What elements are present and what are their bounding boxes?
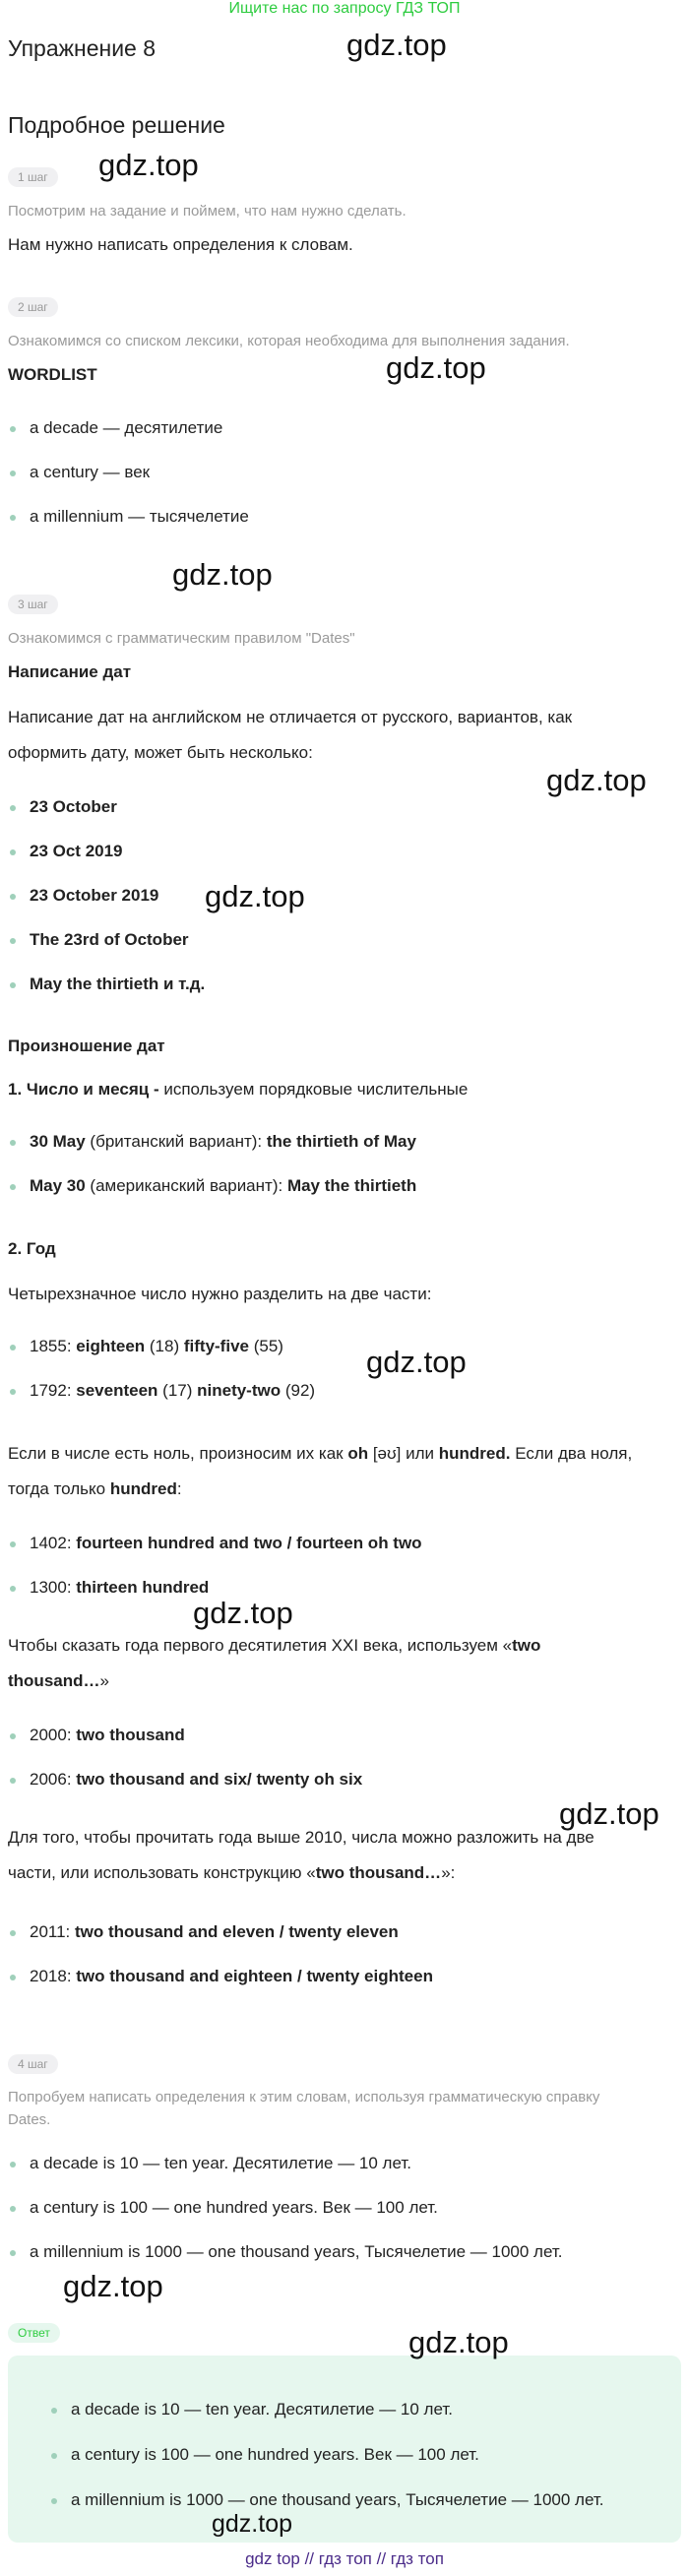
- watermark: gdz.top: [366, 1345, 467, 1379]
- watermark: gdz.top: [212, 2510, 293, 2538]
- solution-heading: Подробное решение: [8, 112, 225, 138]
- year-item-number: 1855:: [30, 1337, 77, 1355]
- step-badge-4: 4 шаг: [8, 2054, 58, 2074]
- month-item-variant: (британский вариант):: [85, 1132, 267, 1151]
- first-decade-line-2: [8, 1663, 677, 1700]
- year-item-second-num: (55): [248, 1337, 283, 1355]
- answer-badge: Ответ: [8, 2323, 60, 2343]
- zero-text: тогда только: [8, 1479, 110, 1498]
- thousand-item-year: 2006:: [30, 1770, 77, 1789]
- watermark: gdz.top: [98, 148, 199, 182]
- answer-item: a century is 100 — one hundred years. Век — 100 лет.: [71, 2445, 479, 2464]
- writing-heading: Написание дат: [8, 662, 132, 681]
- date-item: The 23rd of October: [30, 930, 189, 949]
- month-item-reading: May the thirtieth: [286, 1176, 417, 1195]
- wordlist-item: a century — век: [30, 463, 151, 481]
- wordlist-item: a decade — десятилетие: [30, 418, 223, 437]
- step4-hint-2: Dates.: [8, 2111, 51, 2128]
- wordlist-item: a millennium — тысячелетие: [30, 507, 249, 526]
- answer-item: a millennium is 1000 — one thousand years, Тысячелетие — 1000 лет.: [71, 2490, 604, 2509]
- year-item-first-num: (17): [157, 1381, 198, 1400]
- after-item-reading: two thousand and eleven / twenty eleven: [75, 1922, 399, 1941]
- watermark: gdz.top: [63, 2269, 163, 2303]
- step4-hint-1: Попробуем написать определения к этим словам, используя грамматическую справку: [8, 2089, 600, 2105]
- zero-rule-line-1: [8, 1435, 677, 1473]
- year-item-second: ninety-two: [197, 1381, 282, 1400]
- zero-text: [əʊ] или: [368, 1444, 439, 1463]
- year-intro: Четырехзначное число нужно разделить на две части:: [8, 1285, 432, 1303]
- pronunciation-heading: Произношение дат: [8, 1037, 165, 1055]
- step3-hint: Ознакомимся с грамматическим правилом "Dates": [8, 630, 355, 647]
- zero-item: [30, 1534, 422, 1553]
- month-item-variant: (американский вариант):: [85, 1176, 287, 1195]
- first-decade-line-1: [8, 1627, 677, 1665]
- page-title: Упражнение 8: [8, 35, 157, 61]
- watermark: gdz.top: [346, 28, 447, 62]
- definition-item: a millennium is 1000 — one thousand years, Тысячелетие — 1000 лет.: [30, 2242, 563, 2261]
- year-item: [30, 1337, 283, 1356]
- month-item-date: May 30: [30, 1176, 86, 1195]
- thousand-item-year: 2000:: [30, 1726, 77, 1744]
- watermark: gdz.top: [172, 557, 273, 592]
- date-item: 23 October: [30, 797, 117, 816]
- after-text: »:: [441, 1863, 456, 1882]
- month-item: [30, 1132, 416, 1152]
- year-item-second-num: (92): [281, 1381, 316, 1400]
- thousand-item: [30, 1726, 185, 1745]
- zero-item: [30, 1578, 209, 1598]
- zero-text: :: [176, 1479, 182, 1498]
- thousand-item-reading: two thousand: [76, 1726, 185, 1744]
- step2-hint: Ознакомимся со списком лексики, которая необходима для выполнения задания.: [8, 333, 570, 349]
- step1-text: Нам нужно написать определения к словам.: [8, 235, 353, 254]
- date-item: May the thirtieth и т.д.: [30, 974, 206, 993]
- thousand-item-reading: two thousand and six/ twenty oh six: [76, 1770, 363, 1789]
- definition-item: a century is 100 — one hundred years. Век — 100 лет.: [30, 2198, 438, 2217]
- month-item-reading: the thirtieth of May: [266, 1132, 416, 1151]
- date-item: 23 October 2019: [30, 886, 159, 905]
- watermark: gdz.top: [386, 350, 486, 385]
- step-badge-3: 3 шаг: [8, 595, 58, 614]
- writing-text-1: Написание дат на английском не отличается от русского, вариантов, как: [8, 708, 573, 726]
- after-text: части, или использовать конструкцию «: [8, 1863, 316, 1882]
- section-2-heading: 2. Год: [8, 1239, 56, 1258]
- after-item-year: 2011:: [30, 1922, 76, 1941]
- after-item-reading: two thousand and eighteen / twenty eighteen: [76, 1967, 433, 1985]
- zero-item-year: 1402:: [30, 1534, 77, 1552]
- zero-hundred: hundred.: [438, 1444, 511, 1463]
- step1-hint: Посмотрим на задание и поймем, что нам нужно сделать.: [8, 203, 407, 220]
- zero-item-reading: fourteen hundred and two / fourteen oh two: [76, 1534, 422, 1552]
- first-decade-bold: thousand…: [8, 1671, 100, 1690]
- zero-text: Если два ноля,: [510, 1444, 633, 1463]
- watermark: gdz.top: [546, 763, 647, 797]
- section-1-line: [8, 1071, 677, 1108]
- first-decade-text: Чтобы сказать года первого десятилетия XXI века, используем «: [8, 1636, 513, 1655]
- after-2010-line-1: Для того, чтобы прочитать года выше 2010, числа можно разложить на две: [8, 1828, 595, 1847]
- definition-item: a decade is 10 — ten year. Десятилетие — 10 лет.: [30, 2154, 411, 2172]
- year-item-first: eighteen: [76, 1337, 146, 1355]
- after-bold: two thousand…: [315, 1863, 442, 1882]
- after-item-year: 2018:: [30, 1967, 77, 1985]
- zero-item-year: 1300:: [30, 1578, 77, 1597]
- wordlist-heading: WORDLIST: [8, 365, 97, 384]
- after-item: [30, 1967, 433, 1986]
- after-2010-line-2: [8, 1854, 677, 1892]
- year-item-number: 1792:: [30, 1381, 77, 1400]
- writing-text-2: оформить дату, может быть несколько:: [8, 743, 313, 762]
- search-banner[interactable]: Ищите нас по запросу ГДЗ ТОП: [228, 0, 461, 17]
- section-1-text: используем порядковые числительные: [158, 1080, 469, 1099]
- first-decade-text: »: [99, 1671, 109, 1690]
- section-1-label: 1. Число и месяц -: [8, 1080, 159, 1099]
- year-item-second: fifty-five: [183, 1337, 249, 1355]
- watermark: gdz.top: [408, 2325, 509, 2359]
- month-item-date: 30 May: [30, 1132, 86, 1151]
- thousand-item: [30, 1770, 362, 1790]
- zero-item-reading: thirteen hundred: [76, 1578, 210, 1597]
- first-decade-bold: two: [512, 1636, 541, 1655]
- zero-hundred: hundred: [109, 1479, 177, 1498]
- after-item: [30, 1922, 399, 1942]
- year-item-first-num: (18): [145, 1337, 184, 1355]
- year-item: [30, 1381, 315, 1401]
- step-badge-1: 1 шаг: [8, 167, 58, 187]
- watermark: gdz.top: [193, 1596, 293, 1630]
- zero-text: Если в числе есть ноль, произносим их как: [8, 1444, 348, 1463]
- footer-links[interactable]: gdz top // гдз топ // гдз топ: [245, 2549, 444, 2568]
- month-item: [30, 1176, 416, 1196]
- answer-item: a decade is 10 — ten year. Десятилетие — 10 лет.: [71, 2400, 453, 2419]
- year-item-first: seventeen: [76, 1381, 158, 1400]
- watermark: gdz.top: [559, 1796, 659, 1831]
- zero-oh: oh: [347, 1444, 369, 1463]
- zero-rule-line-2: [8, 1471, 677, 1508]
- watermark: gdz.top: [205, 879, 305, 913]
- step-badge-2: 2 шаг: [8, 297, 58, 317]
- date-item: 23 Oct 2019: [30, 842, 123, 860]
